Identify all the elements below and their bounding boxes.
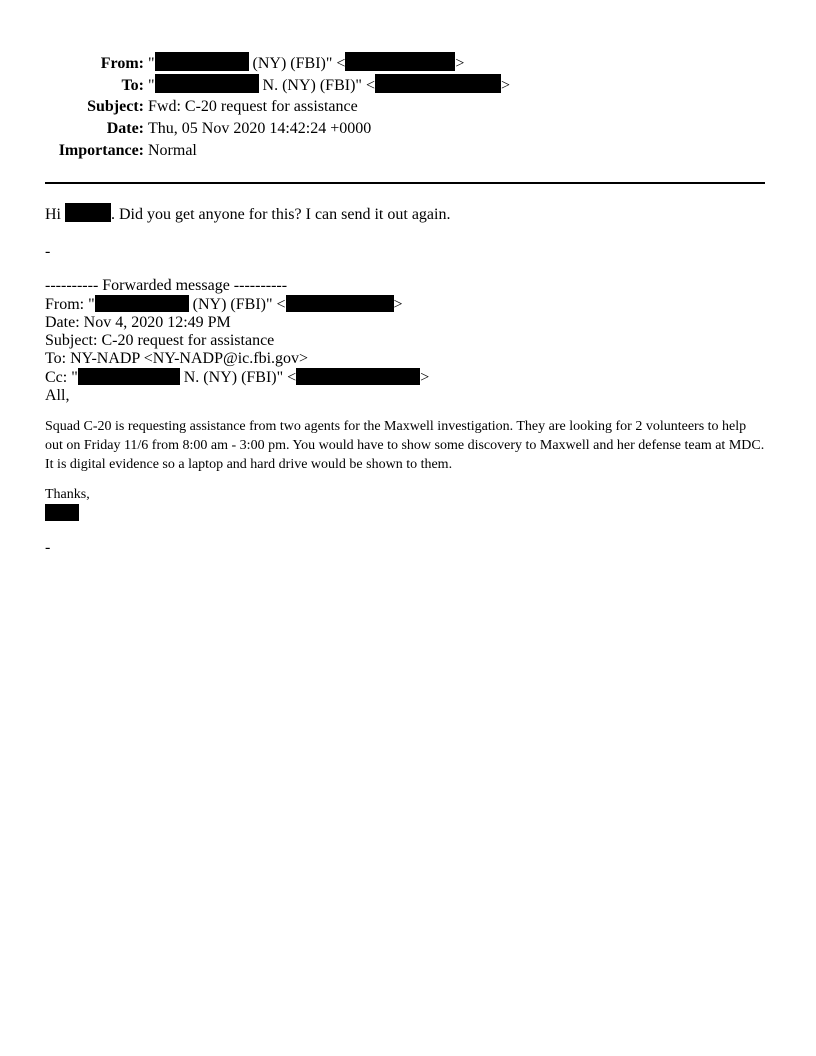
fwd-from-end: > <box>393 296 403 313</box>
closing: Thanks, <box>45 487 90 502</box>
from-text: (NY) (FBI)" < <box>248 55 346 72</box>
subject-value: Fwd: C-20 request for assistance <box>148 98 358 115</box>
header-importance-row <box>0 140 197 162</box>
redaction-block <box>155 52 249 71</box>
date-value: Thu, 05 Nov 2020 14:42:24 +0000 <box>148 120 372 137</box>
redaction-block <box>296 368 420 385</box>
fwd-cc-end: > <box>420 369 430 386</box>
fwd-cc-post: N. (NY) (FBI)" < <box>179 369 297 386</box>
forwarded-from <box>45 295 429 314</box>
to-text: N. (NY) (FBI)" < <box>258 77 375 94</box>
separator-dash: - <box>45 539 51 556</box>
fwd-from-pre: From: " <box>45 296 95 313</box>
date-label: Date: <box>106 120 144 137</box>
forwarded-cc <box>45 368 429 387</box>
from-label: From: <box>100 55 144 72</box>
redaction-block <box>95 295 189 312</box>
forwarded-marker: ---------- Forwarded message ---------- <box>45 277 288 294</box>
greeting-line <box>45 203 450 226</box>
message-body: Squad C-20 is requesting assistance from two agents for the Maxwell investigation. They are looking for 2 volunteers to help out on Friday 11/6 from 8:00 am - 3:00 pm. You would have to show some discovery to Maxwell and her defense team at MDC. It is digital evidence so a laptop and hard drive would be shown to them. <box>45 419 765 472</box>
forwarded-block <box>45 277 429 405</box>
redaction-block <box>155 74 259 93</box>
redaction-block <box>286 295 394 312</box>
to-label: To: <box>121 77 144 94</box>
redaction-block <box>345 52 455 71</box>
subject-label: Subject: <box>87 98 144 115</box>
importance-value: Normal <box>148 142 197 159</box>
from-quote: " <box>148 55 155 72</box>
header-divider <box>45 182 765 184</box>
redaction-block <box>375 74 501 93</box>
forwarded-subject: Subject: C-20 request for assistance <box>45 332 275 349</box>
forwarded-salutation: All, <box>45 387 70 404</box>
greeting-pre: Hi <box>45 206 65 223</box>
importance-label: Importance: <box>58 142 144 159</box>
redaction-block <box>65 203 111 222</box>
from-end: > <box>455 55 465 72</box>
forwarded-to: To: NY-NADP <NY-NADP@ic.fbi.gov> <box>45 350 309 367</box>
to-quote: " <box>148 77 155 94</box>
header-to-row <box>0 74 510 97</box>
header-from-row <box>0 52 464 75</box>
fwd-cc-pre: Cc: " <box>45 369 78 386</box>
to-end: > <box>500 77 510 94</box>
header-date-row <box>0 118 371 140</box>
forwarded-date: Date: Nov 4, 2020 12:49 PM <box>45 314 231 331</box>
fwd-from-post: (NY) (FBI)" < <box>188 296 286 313</box>
separator-dash: - <box>45 243 51 260</box>
greeting-post: . Did you get anyone for this? I can send it out again. <box>111 206 451 223</box>
header-subject-row <box>0 96 358 118</box>
redaction-block <box>78 368 180 385</box>
signature-redaction <box>45 504 79 521</box>
